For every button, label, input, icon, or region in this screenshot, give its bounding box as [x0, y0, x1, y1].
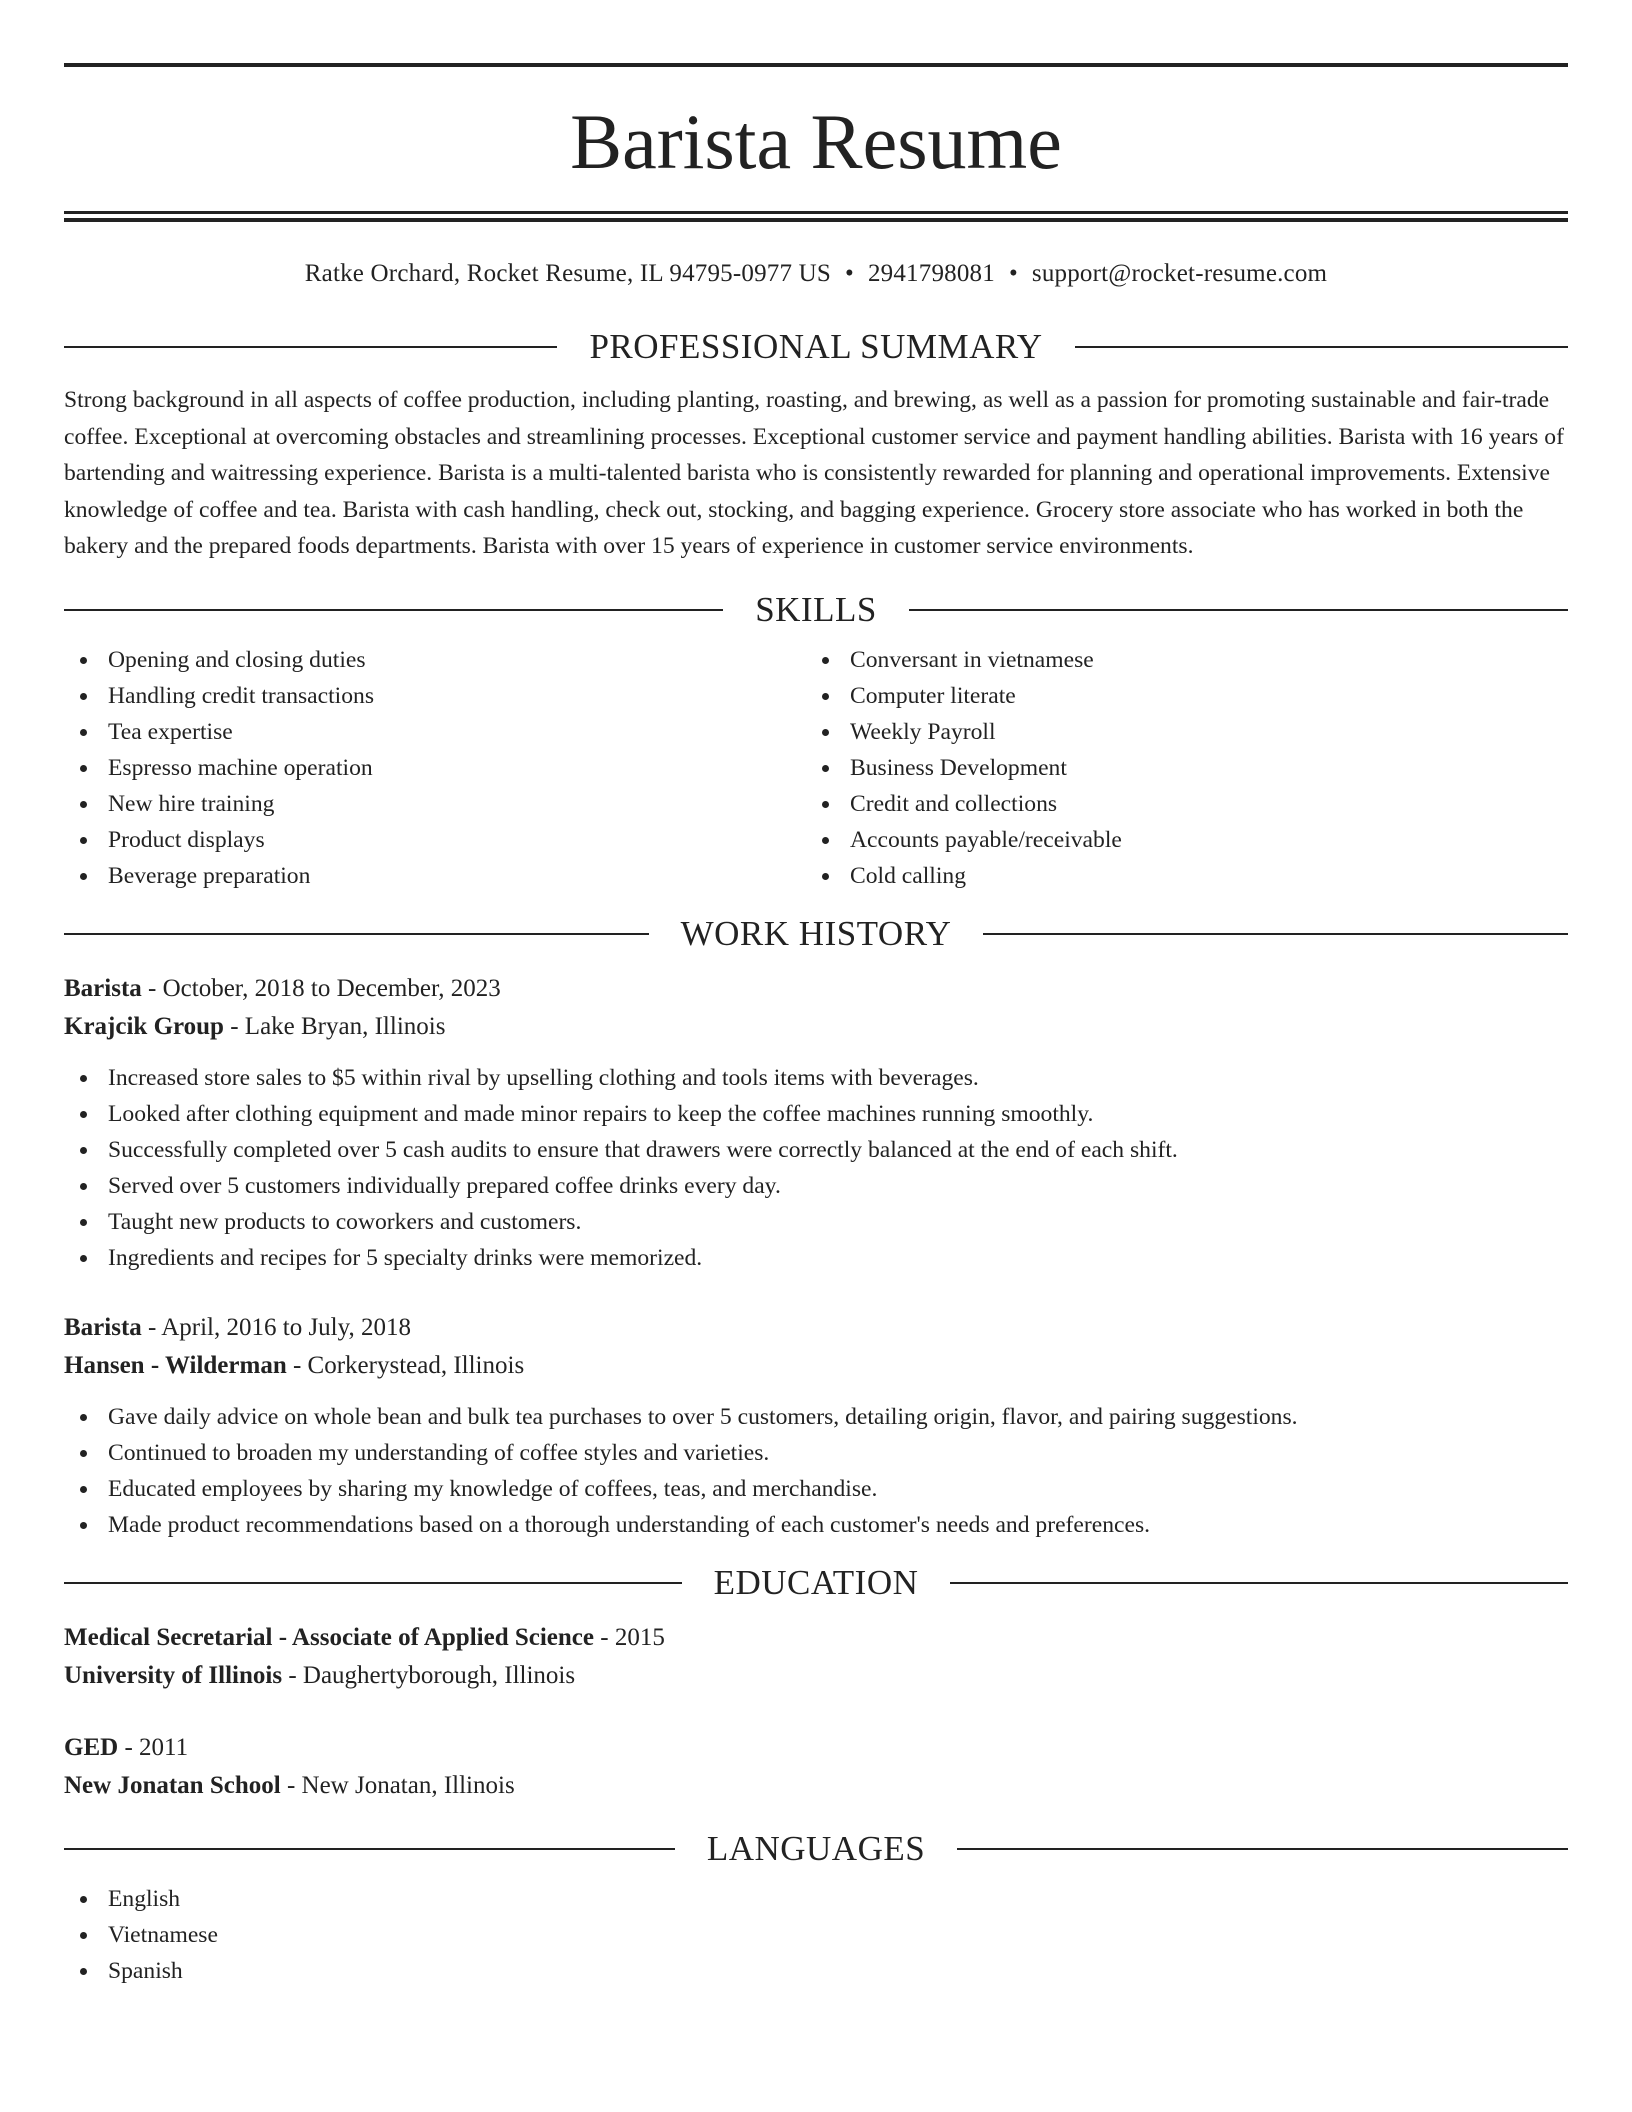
- job-company-line: [64, 1008, 1568, 1046]
- summary-heading-label: PROFESSIONAL SUMMARY: [589, 327, 1043, 366]
- job-location: - Corkerystead, Illinois: [286, 1351, 525, 1379]
- contact-separator: •: [1008, 260, 1018, 287]
- contact-separator: •: [845, 260, 854, 287]
- job-bullet: Ingredients and recipes for 5 specialty drinks were memorized.: [64, 1240, 1568, 1276]
- work-heading: [64, 914, 1568, 954]
- language-item: English: [64, 1881, 1568, 1917]
- job-dates: - October, 2018 to December, 2023: [141, 974, 501, 1002]
- job-dates: - April, 2016 to July, 2018: [141, 1313, 411, 1341]
- heading-rule-right: [1075, 346, 1568, 348]
- job-title-line: [64, 970, 1568, 1008]
- job-company: Krajcik Group: [64, 1012, 224, 1040]
- heading-rule-left: [64, 609, 723, 611]
- education-school-line: [64, 1767, 1568, 1805]
- contact-email: support@rocket-resume.com: [1031, 260, 1328, 287]
- skill-item: Credit and collections: [806, 786, 1568, 822]
- education-entry: [64, 1619, 1568, 1695]
- job-company-line: [64, 1347, 1568, 1385]
- skill-item: Conversant in vietnamese: [806, 642, 1568, 678]
- skills-list-right: [806, 642, 1568, 894]
- education-entry: [64, 1729, 1568, 1805]
- skills-heading-label: SKILLS: [755, 589, 877, 629]
- job-bullet: Made product recommendations based on a thorough understanding of each customer's needs and preferences.: [64, 1507, 1568, 1543]
- language-item: Vietnamese: [64, 1917, 1568, 1953]
- heading-rule-right: [950, 1582, 1568, 1584]
- top-rule: [64, 63, 1568, 67]
- skill-item: Product displays: [64, 822, 806, 858]
- job-location: - Lake Bryan, Illinois: [223, 1012, 446, 1040]
- contact-address: Ratke Orchard, Rocket Resume, IL 94795-0977 US: [304, 260, 831, 287]
- skill-item: New hire training: [64, 786, 806, 822]
- job-bullets: [64, 1399, 1568, 1543]
- education-degree: Medical Secretarial - Associate of Applied Science: [64, 1623, 594, 1651]
- job-bullets: [64, 1060, 1568, 1276]
- heading-rule-right: [983, 933, 1568, 935]
- heading-rule-right: [957, 1848, 1568, 1850]
- skill-item: Tea expertise: [64, 714, 806, 750]
- languages-list: [64, 1881, 1568, 1989]
- summary-heading: [64, 327, 1568, 367]
- job-title: Barista: [64, 1313, 142, 1341]
- skill-item: Business Development: [806, 750, 1568, 786]
- job-entry: [64, 1309, 1568, 1543]
- education-school: New Jonatan School: [64, 1771, 281, 1799]
- skill-item: Cold calling: [806, 858, 1568, 894]
- education-location: - New Jonatan, Illinois: [280, 1771, 515, 1799]
- work-heading-label: WORK HISTORY: [680, 913, 952, 953]
- education-year: - 2015: [594, 1623, 665, 1651]
- title-double-rule: [64, 211, 1568, 222]
- contact-phone: 2941798081: [867, 260, 995, 287]
- skills-heading: [64, 590, 1568, 630]
- job-title: Barista: [64, 974, 142, 1002]
- summary-text: Strong background in all aspects of coffee production, including planting, roasting, and brewing, as well as a passion for promoting sustainable and fair-trade coffee. Exceptional at overcoming obstacles and streamlining processes. Exceptional customer service and payment handling abilities. Barista with 16 years of bartending and waitressing experience. Barista is a multi-talented barista who is consistently rewarded for planning and operational improvements. Extensive knowledge of coffee and tea. Barista with cash handling, check out, stocking, and bagging experience. Grocery store associate who has worked in both the bakery and the prepared foods departments. Barista with over 15 years of experience in customer service environments.: [64, 387, 1564, 559]
- education-heading-label: EDUCATION: [713, 1562, 919, 1602]
- job-bullet: Served over 5 customers individually prepared coffee drinks every day.: [64, 1168, 1568, 1204]
- resume-page: [64, 0, 1568, 1989]
- skill-item: Handling credit transactions: [64, 678, 806, 714]
- job-company: Hansen - Wilderman: [64, 1351, 287, 1379]
- heading-rule-left: [64, 1848, 675, 1850]
- languages-heading: [64, 1829, 1568, 1869]
- skill-item: Opening and closing duties: [64, 642, 806, 678]
- job-bullet: Successfully completed over 5 cash audits to ensure that drawers were correctly balanced at the end of each shift.: [64, 1132, 1568, 1168]
- job-bullet: Educated employees by sharing my knowledge of coffees, teas, and merchandise.: [64, 1471, 1568, 1507]
- job-bullet: Increased store sales to $5 within rival by upselling clothing and tools items with beverages.: [64, 1060, 1568, 1096]
- heading-rule-left: [64, 346, 557, 348]
- education-year: - 2011: [118, 1733, 189, 1761]
- job-title-line: [64, 1309, 1568, 1347]
- resume-title: Barista Resume: [570, 98, 1062, 185]
- education-degree: GED: [64, 1733, 119, 1761]
- heading-rule-left: [64, 1582, 682, 1584]
- skill-item: Computer literate: [806, 678, 1568, 714]
- job-bullet: Taught new products to coworkers and customers.: [64, 1204, 1568, 1240]
- job-entry: [64, 970, 1568, 1276]
- skills-columns: [64, 642, 1568, 894]
- language-item: Spanish: [64, 1953, 1568, 1989]
- job-bullet: Gave daily advice on whole bean and bulk tea purchases to over 5 customers, detailing origin, flavor, and pairing suggestions.: [64, 1399, 1568, 1435]
- education-heading: [64, 1563, 1568, 1603]
- skills-list-left: [64, 642, 806, 894]
- education-school: University of Illinois: [64, 1661, 283, 1689]
- contact-line: [64, 258, 1568, 290]
- skill-item: Espresso machine operation: [64, 750, 806, 786]
- education-degree-line: [64, 1729, 1568, 1767]
- education-degree-line: [64, 1619, 1568, 1657]
- education-location: - Daughertyborough, Illinois: [282, 1661, 576, 1689]
- languages-heading-label: LANGUAGES: [706, 1828, 926, 1868]
- job-bullet: Continued to broaden my understanding of coffee styles and varieties.: [64, 1435, 1568, 1471]
- skill-item: Beverage preparation: [64, 858, 806, 894]
- heading-rule-right: [909, 609, 1568, 611]
- heading-rule-left: [64, 933, 649, 935]
- skill-item: Accounts payable/receivable: [806, 822, 1568, 858]
- education-school-line: [64, 1657, 1568, 1695]
- skill-item: Weekly Payroll: [806, 714, 1568, 750]
- job-bullet: Looked after clothing equipment and made minor repairs to keep the coffee machines running smoothly.: [64, 1096, 1568, 1132]
